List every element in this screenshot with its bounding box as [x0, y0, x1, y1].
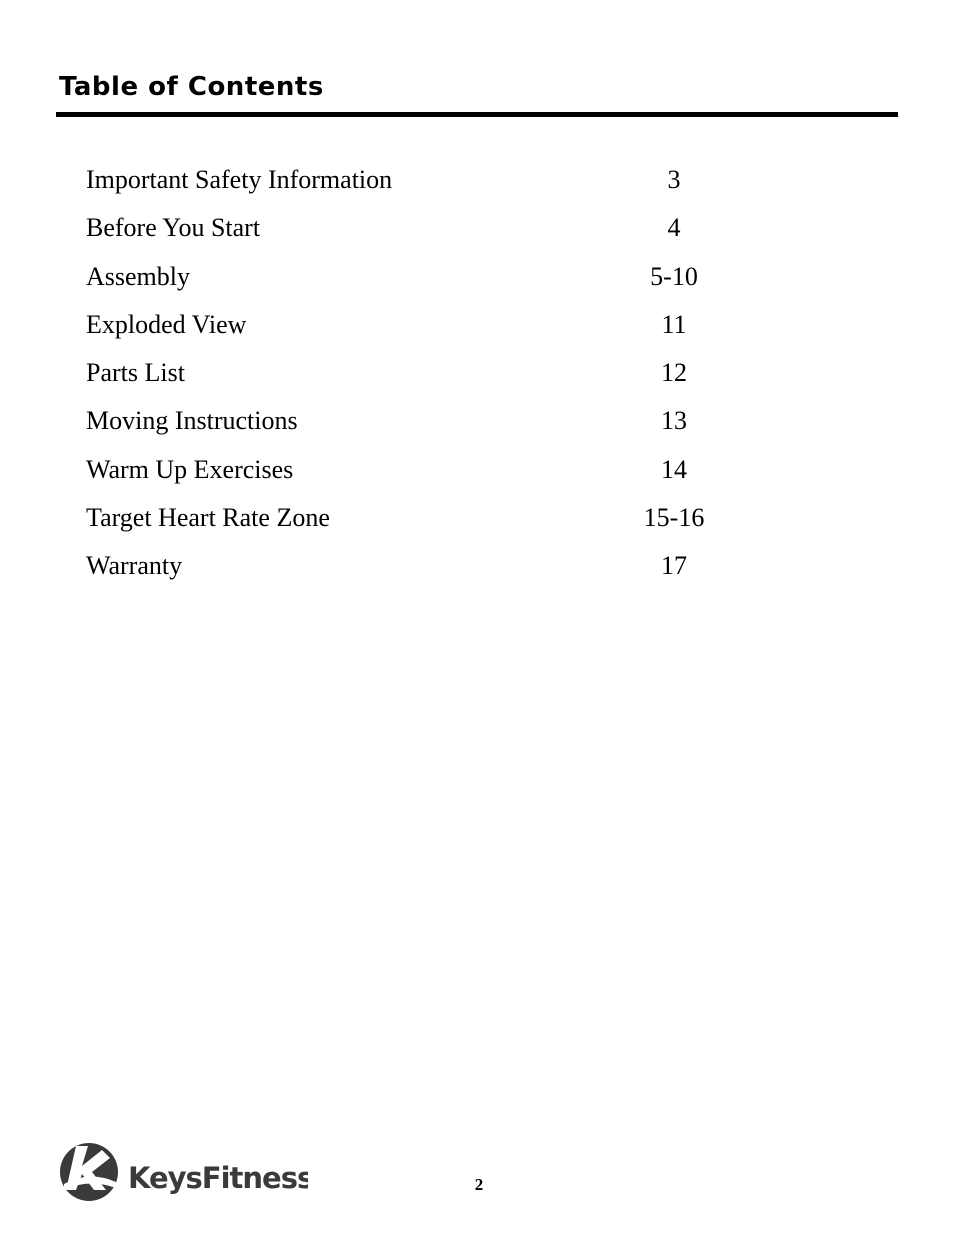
keys-fitness-runner-icon [58, 1140, 308, 1204]
toc-entry-exploded-view[interactable] [86, 305, 786, 353]
toc-entry-page: 5-10 [650, 261, 698, 291]
toc-entry-target-heart-rate-zone[interactable] [86, 498, 786, 546]
toc-entry-assembly[interactable] [86, 257, 786, 305]
toc-entry-page: 11 [661, 309, 687, 339]
toc-entry-page: 14 [661, 454, 687, 484]
toc-entry-page: 15-16 [643, 503, 705, 533]
toc-entry-title: Exploded View [86, 309, 247, 339]
toc-entry-warm-up-exercises[interactable] [86, 450, 786, 498]
toc-entry-title: Parts List [86, 358, 185, 388]
keys-fitness-logo [58, 1140, 308, 1204]
toc-entry-title: Before You Start [86, 213, 261, 243]
page-number: 2 [474, 1175, 484, 1194]
toc-entry-page: 4 [667, 213, 681, 243]
toc-entry-before-you-start[interactable] [86, 208, 786, 256]
toc-entry-page: 17 [661, 551, 687, 581]
toc-entry-page: 12 [661, 358, 687, 388]
toc-entry-page: 3 [667, 165, 681, 194]
toc-entry-important-safety-information[interactable] [86, 160, 786, 208]
toc-entry-title: Important Safety Information [86, 165, 393, 194]
toc-entry-title: Warm Up Exercises [86, 454, 294, 484]
toc-entry-parts-list[interactable] [86, 353, 786, 401]
toc-entry-title: Moving Instructions [86, 406, 298, 436]
toc-entry-page: 13 [661, 406, 687, 436]
toc-entry-title: Warranty [86, 551, 183, 581]
toc-entry-title: Assembly [86, 261, 190, 291]
logo-text: KeysFitness [128, 1161, 308, 1195]
toc-entry-moving-instructions[interactable] [86, 401, 786, 449]
toc-entry-title: Target Heart Rate Zone [86, 503, 330, 533]
title-divider [56, 112, 898, 117]
table-of-contents [86, 160, 786, 595]
page-title: Table of Contents [59, 72, 324, 102]
toc-entry-warranty[interactable] [86, 546, 786, 594]
